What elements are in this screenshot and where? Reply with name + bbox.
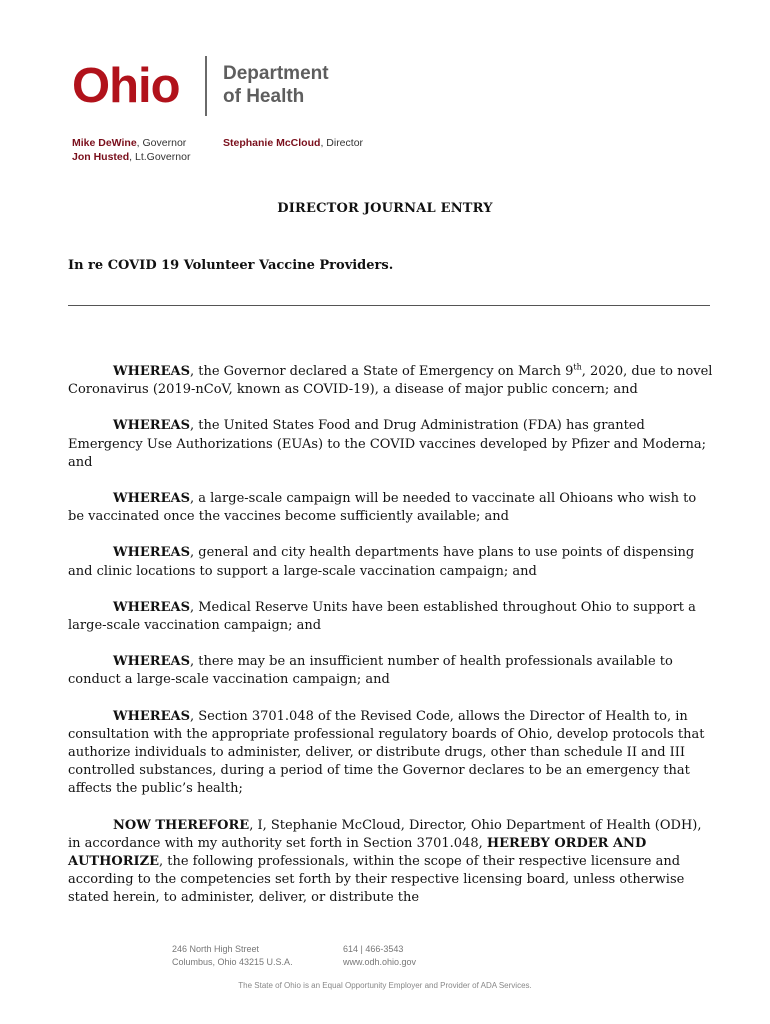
whereas-paragraph bbox=[68, 653, 716, 689]
in-re-line: In re COVID 19 Volunteer Vaccine Providers. bbox=[68, 258, 394, 273]
document-title: DIRECTOR JOURNAL ENTRY bbox=[277, 201, 493, 216]
paragraph-text: , Medical Reserve Units have been established throughout Ohio to support a large-scale vaccination campaign; and bbox=[68, 599, 696, 634]
paragraph-text: , the United States Food and Drug Administration (FDA) has granted Emergency Use Authorizations (EUAs) to the COVID vaccines developed by Pfizer and Moderna; and bbox=[68, 418, 707, 470]
whereas-lead: WHEREAS bbox=[113, 708, 190, 724]
paragraph-text: , Section 3701.048 of the Revised Code, allows the Director of Health to, in consultation with the appropriate professional regulatory boards of Ohio, develop protocols that authorize individuals to administer, deliver, or distribute drugs, other than schedule II and III controlled substances, during a period of time the Governor declares to be an emergency that affects the public’s health; bbox=[68, 708, 705, 797]
footer-address bbox=[172, 943, 293, 969]
paragraph-text: , there may be an insufficient number of health professionals available to conduct a large-scale vaccination campaign; and bbox=[68, 654, 673, 688]
phone-number: 614 | 466-3543 bbox=[343, 944, 404, 954]
director-title: , Director bbox=[320, 137, 364, 149]
whereas-lead: WHEREAS bbox=[113, 364, 190, 379]
whereas-lead: WHEREAS bbox=[113, 545, 190, 561]
address-line-2: Columbus, Ohio 43215 U.S.A. bbox=[172, 957, 293, 967]
logo-divider bbox=[205, 56, 207, 116]
paragraph-text: , the Governor declared a State of Emergency on March 9 bbox=[189, 364, 574, 379]
whereas-paragraph bbox=[68, 708, 716, 799]
website-link[interactable]: www.odh.ohio.gov bbox=[343, 957, 417, 967]
director-block bbox=[223, 136, 363, 150]
whereas-lead: WHEREAS bbox=[113, 599, 190, 615]
paragraph-text: , 2020, due to novel Coronavirus (2019-nCoV, known as COVID-19), a disease of major public concern; and bbox=[68, 364, 713, 398]
lt-governor-name: Jon Husted bbox=[72, 151, 130, 163]
paragraph-text: , general and city health departments have plans to use points of dispensing and clinic locations to support a large-scale vaccination campaign; and bbox=[68, 545, 695, 579]
governor-block bbox=[72, 136, 190, 164]
governor-name: Mike DeWine bbox=[72, 137, 137, 149]
whereas-lead: WHEREAS bbox=[113, 491, 190, 507]
paragraph-text: , I, Stephanie McCloud, Director, Ohio Department of Health (ODH), in accordance with my authority set forth in Section 3701.048, bbox=[68, 817, 702, 851]
director-name: Stephanie McCloud bbox=[223, 137, 321, 149]
department-line-1: Department bbox=[223, 63, 329, 84]
order-authorize-phrase: HEREBY ORDER AND AUTHORIZE bbox=[68, 835, 647, 870]
paragraph-text: , a large-scale campaign will be needed to vaccinate all Ohioans who wish to be vaccinated once the vaccines become sufficiently available; and bbox=[68, 491, 697, 525]
ohio-wordmark: Ohio bbox=[72, 59, 180, 113]
now-therefore-paragraph bbox=[68, 817, 716, 908]
ordinal-superscript: th bbox=[573, 362, 582, 372]
whereas-lead: WHEREAS bbox=[113, 418, 190, 434]
horizontal-rule bbox=[68, 305, 710, 306]
paragraph-text: , the following professionals, within the scope of their respective licensure and according to the competencies set forth by their respective licensing board, unless otherwise stated herein, to administer, deliver, or distribute the bbox=[68, 854, 685, 906]
equal-opportunity-statement: The State of Ohio is an Equal Opportunity Employer and Provider of ADA Services. bbox=[238, 981, 532, 990]
odh-logo bbox=[72, 56, 352, 120]
department-line-2: of Health bbox=[223, 86, 305, 107]
whereas-paragraph bbox=[68, 599, 716, 635]
governor-title: , Governor bbox=[136, 137, 187, 149]
lt-governor-title: , Lt.Governor bbox=[129, 151, 191, 163]
whereas-paragraph bbox=[68, 544, 716, 580]
department-name bbox=[223, 62, 329, 108]
whereas-lead: WHEREAS bbox=[113, 654, 190, 670]
whereas-paragraph bbox=[68, 363, 716, 399]
address-line-1: 246 North High Street bbox=[172, 944, 260, 954]
now-therefore-lead: NOW THEREFORE bbox=[113, 817, 250, 833]
whereas-paragraph bbox=[68, 417, 716, 472]
document-body bbox=[68, 363, 716, 926]
whereas-paragraph bbox=[68, 490, 716, 526]
footer-contact bbox=[343, 943, 416, 969]
